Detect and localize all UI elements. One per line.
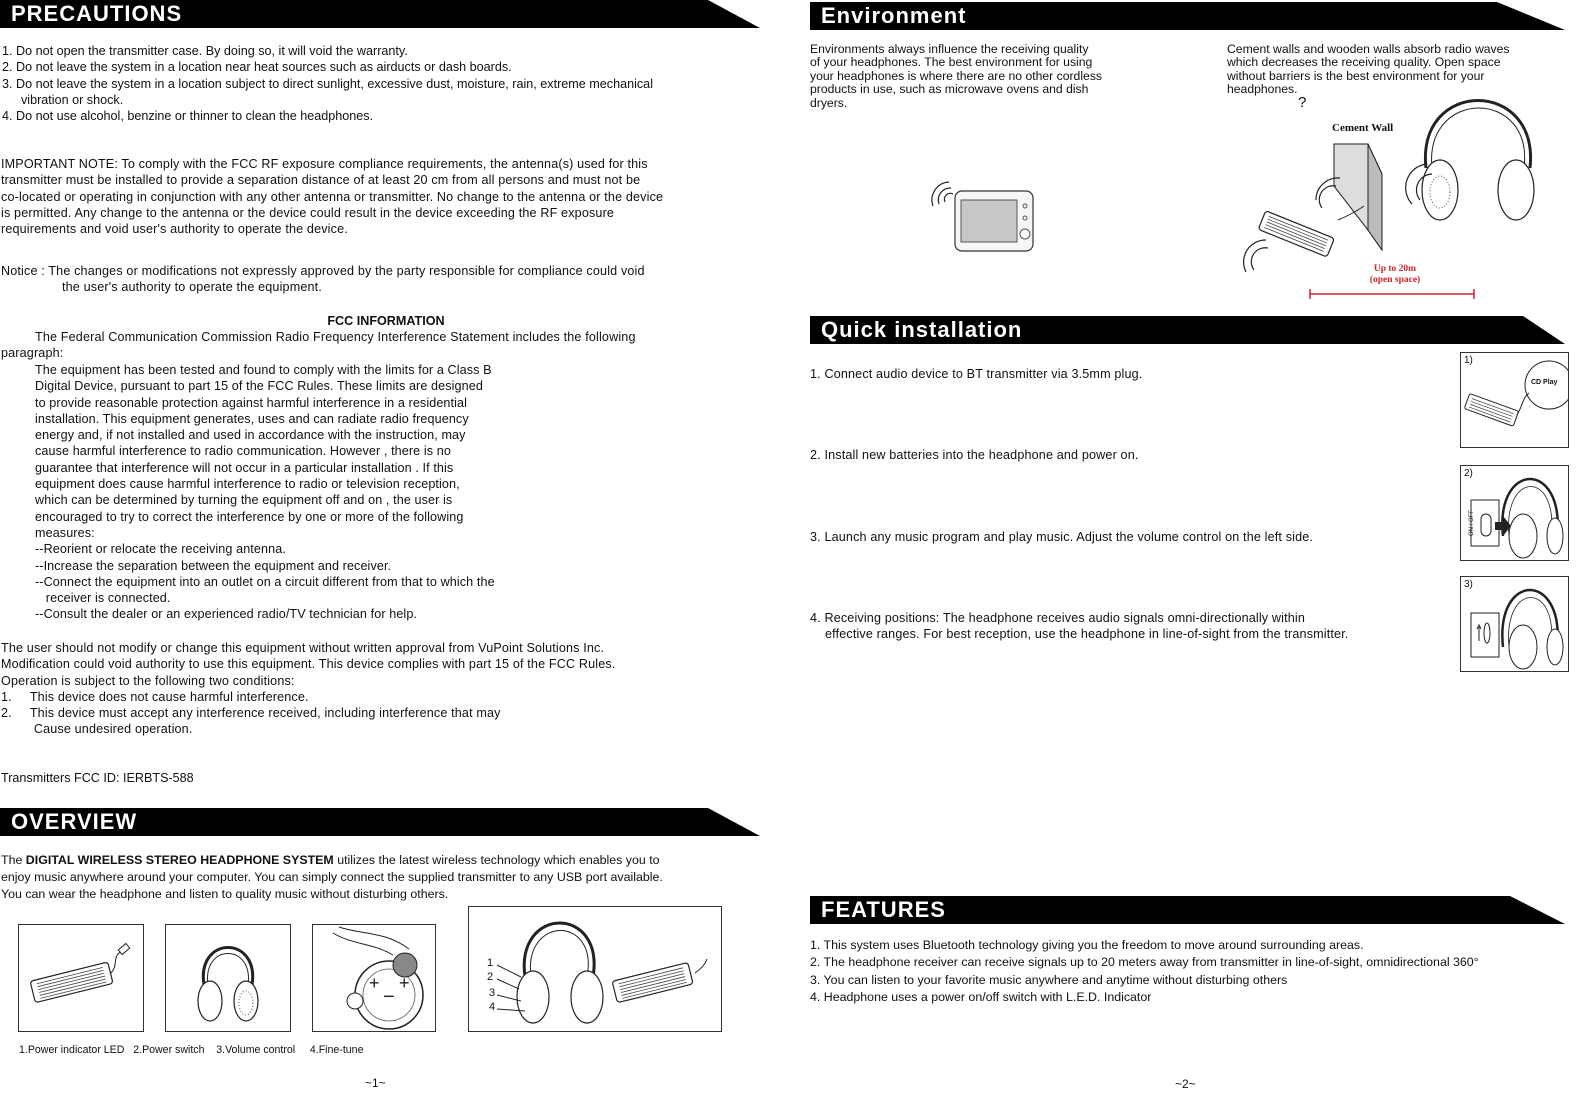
fcc-user-statement: The user should not modify or change this equipment without written approval from VuPoint Solutions Inc. Modification could void authority to use this equipment. This device complies with part 15 of the FCC Rules. Operation is subject to the following two conditions: 1. This device does not cause harmful interference. 2. This device must accept any interference received, including interference that may Cause undesired operation. (1, 641, 616, 737)
page-number-2: ~2~ (1175, 1077, 1196, 1091)
svg-text:+: + (399, 973, 410, 993)
features-list (810, 937, 1570, 1007)
precaution-item: 2. Do not leave the system in a location near heat sources such as airducts or dash boards. (2, 60, 512, 75)
precaution-item: 1. Do not open the transmitter case. By doing so, it will void the warranty. (2, 44, 408, 58)
battery-figure (312, 924, 436, 1032)
transmitter-illustration (19, 925, 143, 1031)
precautions-list (2, 43, 762, 124)
page-number-1: ~1~ (365, 1076, 386, 1090)
install-step-2: 2. Install new batteries into the headphone and power on. (810, 448, 1139, 462)
callout-number: 3 (489, 987, 496, 999)
fcc-title: FCC INFORMATION (327, 314, 445, 328)
feature-item: 1. This system uses Bluetooth technology giving you the freedom to move around surrounding areas. (810, 938, 1364, 952)
overview-text: The DIGITAL WIRELESS STEREO HEADPHONE SYSTEM utilizes the latest wireless technology which enables you to enjoy music anywhere around your computer. You can simply connect the supplied transmitter to any USB port available. You can wear the headphone and listen to quality music without disturbing others. (1, 853, 663, 902)
install-step-1: 1. Connect audio device to BT transmitter via 3.5mm plug. (810, 367, 1143, 381)
microwave-illustration (925, 178, 1040, 258)
headphone-illustration (166, 925, 290, 1031)
feature-item: 2. The headphone receiver can receive signals up to 20 meters away from transmitter in line-of-sight, omnidirectional 360° (810, 955, 1479, 970)
transmitter-figure (18, 924, 144, 1032)
battery-install-illustration (313, 925, 435, 1031)
feature-item: 3. You can listen to your favorite music anywhere and anytime without disturbing others (810, 972, 1288, 987)
notice: Notice : The changes or modifications not expressly approved by the party responsible for compliance could void the user's authority to operate the equipment. (1, 264, 645, 295)
volume-control-illustration (1461, 577, 1568, 671)
cement-wall-label: Cement Wall (1332, 122, 1394, 134)
quick-installation-title: Quick installation (821, 317, 1023, 342)
system-illustration (469, 907, 721, 1031)
features-banner (810, 896, 1565, 924)
important-note: IMPORTANT NOTE: To comply with the FCC RF exposure compliance requirements, the antenna(s) used for this transmitter must be installed to provide a separation distance of at least 20 cm from all persons and must not be co-located or operating in conjunction with any other antenna or transmitter. No change to the antenna or the device is permitted. Any change to the antenna or the device could result in the device exceeding the RF exposure requirements and void user's authority to operate the device. (1, 157, 664, 237)
fcc-id: Transmitters FCC ID: IERBTS-588 (1, 771, 194, 785)
precaution-item: 3. Do not leave the system in a location subject to direct sunlight, excessive dust, moisture, rain, extreme mechanical (2, 76, 653, 91)
system-figure (468, 906, 722, 1032)
precaution-item: vibration or shock. (21, 92, 124, 107)
quick-installation-banner (810, 316, 1565, 344)
switch-label: ON / OFF (1469, 510, 1475, 536)
cd-player-connection-illustration (1461, 353, 1568, 447)
overview-banner (0, 808, 760, 836)
install-figure-3: 3) (1460, 576, 1569, 672)
overview-caption: 1.Power indicator LED 2.Power switch 3.Volume control 4.Fine-tune (19, 1044, 364, 1056)
callout-number: 4 (489, 1001, 496, 1013)
feature-item: 4. Headphone uses a power on/off switch with L.E.D. Indicator (810, 990, 1152, 1005)
precaution-item: 4. Do not use alcohol, benzine or thinner to clean the headphones. (2, 109, 374, 124)
install-figure-1: 1) CD Play (1460, 352, 1569, 448)
callout-number: 1 (487, 957, 494, 969)
environment-left-text: Environments always influence the receiving quality of your headphones. The best environment for using your headphones is where there are no other cordless products in use, such as microwave ovens and dish dryers. (810, 42, 1103, 110)
precautions-title: PRECAUTIONS (11, 1, 183, 26)
svg-text:−: − (383, 986, 395, 1008)
environment-banner (810, 2, 1565, 30)
question-mark: ? (1298, 94, 1307, 111)
range-label: Up to 20m (open space) (1369, 264, 1421, 285)
overview-title: OVERVIEW (11, 809, 138, 834)
cd-player-label: CD Play (1531, 379, 1558, 386)
fcc-body: The equipment has been tested and found to comply with the limits for a Class B Digital Device, pursuant to part 15 of the FCC Rules. These limits are designed to provide reasonable protection against harmful interference in a residential installation. This equipment generates, uses and can radiate radio frequency energy and, if not installed and used in accordance with the instruction, may cause harmful interference to radio communication. However , there is no guarantee that interference will not occur in a particular installation . If this equipment does cause harmful interference to radio or television reception, which can be determined by turning the equipment off and on , the user is encouraged to try to correct the interference by one or more of the following measures: --Reorient or relocate the receiving antenna. --Increase the separation between the equipment and receiver. --Connect the equipment into an outlet on a circuit different from that to which the receiver is connected. --Consult the dealer or an experienced radio/TV technician for help. (35, 363, 495, 622)
callout-number: 2 (487, 971, 494, 983)
features-title: FEATURES (821, 897, 946, 922)
install-figure-2: 2) ON / OFF (1460, 465, 1569, 561)
power-switch-illustration (1461, 466, 1568, 560)
svg-text:+: + (369, 973, 380, 993)
environment-right-text: Cement walls and wooden walls absorb radio waves which decreases the receiving quality. Open space without barriers is the best environment for your headphones. (1227, 42, 1510, 97)
install-step-4: 4. Receiving positions: The headphone receives audio signals omni-directionally within effective ranges. For best reception, use the headphone in line-of-sight from the transmitter. (810, 611, 1349, 642)
fcc-intro: The Federal Communication Commission Radio Frequency Interference Statement includes the following paragraph: (1, 330, 636, 361)
environment-title: Environment (821, 3, 967, 28)
headphone-figure (165, 924, 291, 1032)
precautions-banner (0, 0, 760, 28)
install-step-3: 3. Launch any music program and play music. Adjust the volume control on the left side. (810, 530, 1314, 544)
